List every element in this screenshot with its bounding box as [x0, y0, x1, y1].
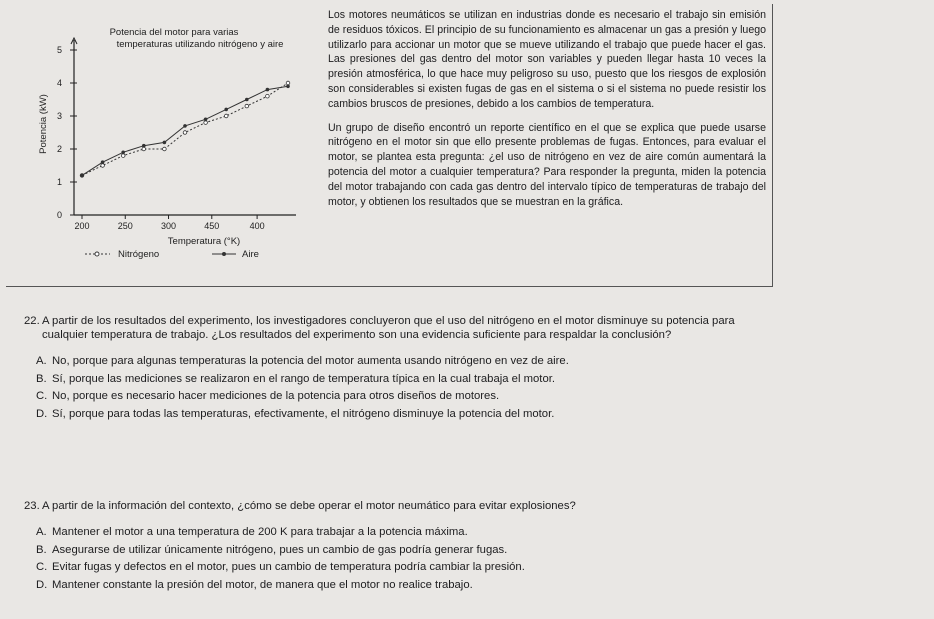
- x-tick-label: 250: [117, 221, 133, 231]
- data-point-aire: [163, 141, 167, 145]
- data-point-nitrogeno: [204, 121, 208, 125]
- y-tick-label: 4: [56, 78, 62, 88]
- data-point-nitrogeno: [224, 114, 228, 118]
- data-point-aire: [266, 88, 270, 92]
- option-text: No, porque es necesario hacer mediciones de la potencia para otros diseños de motores.: [52, 390, 500, 403]
- option-letter: B.: [36, 543, 47, 556]
- data-point-nitrogeno: [266, 94, 270, 98]
- option-a[interactable]: [36, 525, 782, 539]
- option-letter: A.: [36, 355, 47, 367]
- question-text: A partir de la información del contexto, ¿cómo se debe operar el motor neumático para evitar explosiones?: [42, 500, 576, 512]
- option-d[interactable]: [36, 407, 782, 421]
- y-tick-label: 0: [56, 210, 62, 220]
- answer-options: [36, 525, 782, 592]
- option-text: Evitar fugas y defectos en el motor, pues un cambio de temperatura podría cambiar la presión.: [52, 561, 525, 574]
- option-b[interactable]: [36, 543, 782, 557]
- question-number: 22.: [24, 315, 40, 327]
- option-b[interactable]: [36, 372, 782, 386]
- data-point-aire: [286, 85, 290, 89]
- context-paragraph-2: Un grupo de diseño encontró un reporte científico en el que se explica que puede usarse nitrógeno en el motor sin que ello presente problemas de fugas. Entonces, para evaluar el motor, se plantea esta pregunta: ¿el uso de nitrógeno en vez de aire común aumentará la potencia del motor a cualquier temperatura? Para responder la pregunta, miden la potencia del motor trabajando con cada gas dentro del intervalo típico de temperaturas de trabajo del motor, y obtienen los resultados que se muestran en la gráfica.: [328, 121, 766, 208]
- chart-legend: [85, 249, 259, 260]
- context-text: [328, 8, 766, 218]
- data-point-aire: [80, 174, 84, 178]
- legend-marker-nitrogeno: [95, 252, 99, 256]
- data-point-nitrogeno: [101, 164, 105, 168]
- data-point-nitrogeno: [286, 81, 290, 85]
- option-letter: C.: [36, 561, 48, 574]
- data-point-aire: [204, 118, 208, 122]
- x-tick-label: 450: [204, 221, 220, 231]
- option-d[interactable]: [36, 578, 782, 592]
- series-line-nitrogeno: [82, 83, 288, 175]
- data-point-aire: [183, 124, 187, 128]
- data-point-aire: [142, 144, 146, 148]
- option-text: No, porque para algunas temperaturas la potencia del motor aumenta usando nitrógeno en vez de aire.: [52, 355, 569, 367]
- x-tick-label: 200: [74, 221, 90, 231]
- question-22: [24, 314, 782, 424]
- x-tick-label: 400: [249, 221, 265, 231]
- option-letter: D.: [36, 407, 48, 420]
- option-letter: B.: [36, 372, 47, 385]
- y-tick-label: 5: [56, 45, 62, 55]
- legend-label-nitrogeno: Nitrógeno: [118, 249, 160, 260]
- question-text: A partir de los resultados del experimento, los investigadores concluyeron que el uso del nitrógeno en el motor disminuye su potencia para cualquier temperatura de trabajo. ¿Los resultados del experimento son una evidencia suficiente para respaldar la conclusión?: [42, 315, 735, 341]
- option-text: Sí, porque para todas las temperaturas, efectivamente, el nitrógeno disminuye la potencia del motor.: [52, 407, 555, 420]
- option-letter: D.: [36, 578, 48, 591]
- y-tick-label: 3: [56, 111, 62, 121]
- power-chart: [6, 16, 316, 266]
- context-paragraph-1: Los motores neumáticos se utilizan en industrias donde es necesario el trabajo sin emisión de residuos tóxicos. El principio de su funcionamiento es almacenar un gas a presión y luego utilizarlo para accionar un motor que se mueve utilizando el trabajo que puede hacer el gas. Las presiones del gas dentro del motor son variables y pueden llegar hasta 10 veces la presión atmosférica, lo que hace muy peligroso su uso, puesto que los riesgos de explosión son considerables si existen fugas de gas en el sistema o si el sistema no puede resistir los cambios bruscos de presiones, debido a los cambios de temperatura.: [328, 9, 766, 110]
- x-axis-label: Temperatura (°K): [167, 236, 241, 247]
- legend-label-aire: Aire: [242, 249, 259, 260]
- option-text: Sí, porque las mediciones se realizaron en el rango de temperatura típica en la cual trabaja el motor.: [52, 372, 555, 385]
- data-point-aire: [245, 98, 249, 102]
- y-axis-label: Potencia (kW): [38, 94, 49, 154]
- option-c[interactable]: [36, 560, 782, 574]
- question-23: [24, 499, 782, 595]
- data-point-nitrogeno: [183, 131, 187, 135]
- question-stem: [24, 499, 782, 513]
- data-point-aire: [224, 108, 228, 112]
- chart-title-line-2: temperaturas utilizando nitrógeno y aire: [116, 39, 284, 50]
- data-point-nitrogeno: [121, 154, 125, 158]
- option-a[interactable]: [36, 354, 782, 368]
- data-point-nitrogeno: [163, 147, 167, 151]
- x-tick-label: 300: [161, 221, 177, 231]
- question-number: 23.: [24, 500, 40, 512]
- legend-marker-aire: [222, 252, 226, 256]
- data-point-aire: [121, 151, 125, 155]
- chart-title-line-1: Potencia del motor para varias: [109, 27, 239, 38]
- answer-options: [36, 354, 782, 421]
- y-tick-label: 1: [56, 177, 62, 187]
- option-text: Mantener constante la presión del motor, de manera que el motor no realice trabajo.: [52, 578, 473, 591]
- data-point-nitrogeno: [245, 104, 249, 108]
- option-text: Asegurarse de utilizar únicamente nitrógeno, pues un cambio de gas podría generar fugas.: [52, 543, 508, 556]
- data-point-aire: [101, 160, 105, 164]
- option-text: Mantener el motor a una temperatura de 200 K para trabajar a la potencia máxima.: [52, 526, 468, 538]
- y-tick-label: 2: [56, 144, 62, 154]
- question-stem: [24, 314, 782, 342]
- data-point-nitrogeno: [142, 147, 146, 151]
- option-letter: C.: [36, 390, 48, 403]
- option-letter: A.: [36, 526, 47, 538]
- option-c[interactable]: [36, 389, 782, 403]
